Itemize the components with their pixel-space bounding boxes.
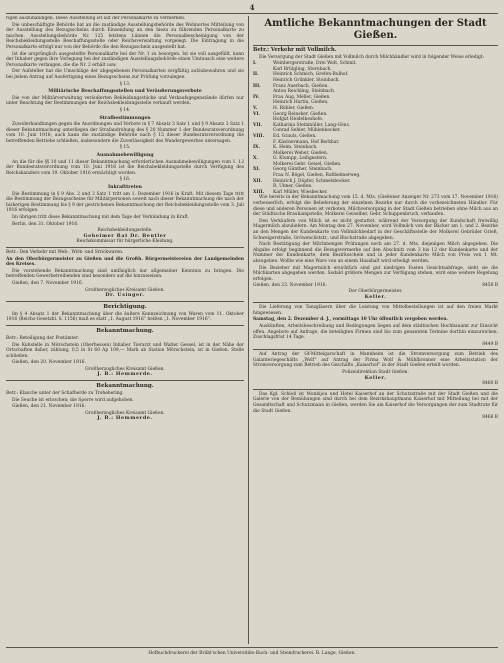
district-number: I.: [253, 61, 257, 67]
district-suppliers: Heinrich Schmich, Grefen-Bulhof.: [273, 72, 349, 78]
section-body: Im übrigen tritt diese Bekanntmachung mit dem Tage der Verkündung in Kraft.: [12, 215, 190, 220]
notice-body: Die Kuhstelle in Mörschstein (Oberhessen) Inhaber Tierarzt und Walter Gessel, ist in der Nähe der Ortschaften daher, zählung, 0,5 in St 60 Ap 109,— Mark ab Station Mörschstein, ist in Gießen. Stelle schließen.: [6, 342, 244, 359]
notice-body: Die Versorgung der Stadt Gießen mit Vollmilch durch Milchhändler wird in folgender Weise erledigt:: [259, 54, 485, 60]
signature: Keller.: [364, 374, 387, 381]
district-suppliers: Weinbergerstraße, Drei Welt, Schmit.: [273, 61, 357, 67]
notice-date-emphasis: Samstag, den 2. Dezember d. J., vormittags 10 Uhr öffentlich vergeben werden.: [253, 317, 448, 323]
subject-line: Betr.: Beteiligung der Postämter.: [6, 335, 80, 341]
intro-paragraph: Ist die ursprünglich ausgestellte Personalkarte bei der Nr. 1 zu besorgen. Ist sie voll ausgefüllt, kann der Inhaber gegen ihre Vorlegung bei der zuständigen Ausstellungsbehörde einen Umtausch eine weitere Personalkarte verlangen, die die Nr. 2 erhält usw.: [6, 51, 244, 68]
district-suppliers: Anton Reichling, Steinbach.: [273, 89, 336, 95]
section-body: An die für die §§ 10 und 11 dieser Bekanntmachung erforderlichen Ausnahmebewilligungen vom 1. 12 der Bundesratsverordnung vom 10. Juni 1916 ist die Reichsbekleidungsstelle durch Verfügung des Reichskanzlers vom 19. Oktober 1916 ermächtigt worden.: [6, 159, 244, 176]
intro-paragraph: rigen auszuhändigen. Diese Ausstellung ist auf der Personalkarte zu vermerken.: [6, 16, 186, 21]
district-number: VI.: [253, 111, 260, 117]
district-suppliers: Ed. Grauls, Gießen.: [273, 133, 317, 139]
reference-number: 8456 B: [482, 283, 498, 289]
district-suppliers: Karl Müller, Wiesbecker.: [273, 189, 328, 195]
notice-title: Berichtigung.: [103, 303, 147, 310]
reference-number: 8460 B: [482, 381, 498, 387]
section-title: Ausnahmebewilligung: [96, 153, 154, 159]
intro-paragraph: Die unbeschäftigte Behörde hat an die zuständige Ausstellungsbehörde des Wohnortes Mitteilung von der Ausstellung des Bezugsscheins durch Einsendung an den hiezu zu führenden Personalkarte zu machen. Ausstellungsbehörde Nr. 125 letztens Lünnen die Personalbescheinigung von der Reichsbekleidungsstelle Beschaffungsstelle oder Reichsverwaltung vorgelegt. Die Eintragung in die Personalkarte erfolgt nur von der Behörde die den Bezugsschein ausgestellt hat.: [6, 22, 244, 50]
district-suppliers: K. Heim, Steinbach.: [273, 145, 318, 151]
subject-line: Betr.: Klauche unter der Schafherde zu Trohebering.: [6, 391, 124, 397]
district-number: V.: [253, 105, 258, 111]
section-body: Die Bestimmung in § 9 Abs. 2 und 3 Satz 1 tritt am 1. Dezember 1916 in Kraft. Mit diesem Tage tritt die Bestimmung der Bezugsscheine für Militärpersonen soweit nach dieser Bekanntmachung die nach der bisherigen Bestimmung bis § 9 der gestrichenen Bekanntmachung der Reichsbekleidungsstelle vom 3. Juli 1916 erfolgen.: [6, 191, 244, 214]
official-notices-heading: Amtliche Bekanntmachungen der Stadt Gießen.: [264, 18, 487, 41]
signature: J. B.: Hemmerde.: [97, 415, 153, 422]
section-title: Inkrafttreten: [107, 185, 143, 191]
intro-paragraph: Der Aufsteller hat die Umschläge der abgegebenen Personalkarten sorgfältig aufzubewahren und sie bei jedem Antrag auf Ausfertigung eines Bezugsscheins zur Prüfung vorzulegen.: [6, 69, 244, 80]
issuing-office: Der Oberbürgermeister.: [348, 288, 403, 294]
divider: [6, 380, 244, 381]
place-date: Gießen, den 23. November 1916.: [253, 283, 327, 289]
district-suppliers: F. Kästnermann, Hof Berkhar.: [273, 139, 340, 145]
section-number: § 16.: [119, 177, 131, 183]
notice-body: Auskünften, Arbeitsbeschreibung und Bedingungen liegen auf dem städtischen Hochbauamt zur Einsicht offen. Angebote auf Anfrage, die beteiligten Firmen sind bis zum genannten Termine dorthin einzureichen. Zuschlagsfrist 14 Tage.: [253, 323, 498, 341]
section-title: Strafbestimmungen: [99, 115, 151, 121]
district-suppliers: Heinrich Hartin, Gießen.: [273, 100, 329, 106]
notice-body: Die Seuche ist erloschen; die Sperre wird aufgehoben.: [12, 397, 134, 403]
district-suppliers: Heinrich Grünkler, Steinbach.: [273, 77, 340, 83]
notice-body: Das Kgl. Schloß ist Monbijou und Hotel Kaiserhof an der Schutzstraße mit der Stadt Gießen und die Galerie von der Bemühungen sind durch bei dem Bezirkshauptmann Kaiserhof mit Mitteilung bei mit der Gesandtschaft und Schutzmann in Gießen, werden Sie am Kaiserhof die Versorgungen der zum Stadtrate für die Stadt Gießen.: [253, 391, 498, 414]
signature: J. B.: Hemmerde.: [97, 371, 153, 378]
place-date: Gießen, den 21. November 1916.: [12, 404, 86, 410]
printer-imprint: Hofbuchdruckerei der Brühl'schen Universitäts-Buch- und Steindruckerei. R. Lange, Gießen.: [6, 647, 498, 656]
district-suppliers: Franz Auerbach, Gießen.: [273, 83, 329, 89]
district-number: XII.: [253, 178, 263, 184]
notice-body: Die vorstehende Bekanntmachung sind umfänglich nur allgemeiner Kenntnis zu bringen. Die betreffenden Gewerbetreibenden sind besonders auf die hinzuweisen.: [6, 268, 244, 280]
reference-number: 8466 B: [482, 415, 498, 421]
district-suppliers: G. Klumpp, Leihgestern.: [273, 156, 328, 162]
notice-body: Im § 4 Absatz 1 der Bekanntmachung über die äußere Kennzeichnung von Waren vom 11. Oktober 1916 (Reichs-Gesetzbl. S. 1156) muß es statt „1. August 1916“ heißen „1. November 1916“.: [6, 311, 244, 323]
district-suppliers: H. Rühler, Gießen.: [273, 105, 315, 111]
district-suppliers: Georg Reinsher, Gießen.: [273, 111, 328, 117]
district-number: XIII.: [253, 189, 265, 195]
place-date: Gießen, den 20. November 1916.: [12, 360, 86, 366]
district-number: IX.: [253, 145, 260, 151]
divider: [253, 45, 498, 46]
section-number: § 15.: [119, 145, 131, 151]
section-title: Militärische Beschaffungsstellen und Veräußerungsverbote: [48, 89, 202, 95]
district-suppliers: Hofgut Heidelbeshofe.: [273, 117, 324, 123]
signature: Geheimer Rat Dr. Beutler: [83, 232, 167, 239]
district-suppliers: Frau N. Bögel, Gießen, Roßbelmerweg.: [273, 173, 361, 179]
column-divider: [248, 16, 249, 644]
district-number: XI.: [253, 167, 260, 173]
subject-line: Betr.: Verkehr mit Vollmilch.: [253, 47, 337, 53]
divider: [6, 247, 244, 248]
divider: [253, 349, 498, 350]
addressee: An den Oberbürgermeister zu Gießen und die Großh. Bürgermeistereien der Landgemeinden des Kreises.: [6, 256, 244, 268]
right-column: [253, 16, 498, 644]
district-number: II.: [253, 72, 259, 78]
district-suppliers: Molkerei Gebr. Geisel, Gießen.: [273, 161, 342, 167]
district-suppliers: Molkerei Weber, Gießen.: [273, 150, 329, 156]
district-number: IV.: [253, 94, 260, 100]
section-body: Die von der Militärverwaltung veräußerten Bekleidungsstücke und Verkaufsgegenstände dürfen nur unter Beachtung der Bestimmungen der Reichsbekleidungsstelle verkauft werden.: [6, 95, 244, 107]
subject-line: Betr.: Den Verkehr mit Web-, Wirk- und Strickwaren.: [6, 249, 124, 255]
section-number: § 14.: [119, 107, 131, 113]
notice-title: Bekanntmachung.: [96, 327, 154, 334]
page-number: 4: [249, 3, 255, 12]
district-suppliers: Frau Aug. Meller, Gießen.: [273, 94, 331, 100]
place-date: Gießen, den 7. November 1916.: [12, 280, 84, 286]
notice-title: Bekanntmachung.: [96, 383, 154, 390]
district-number: X.: [253, 156, 258, 162]
district-suppliers: Katharina Steinmüller, Lang-Göns.: [273, 122, 351, 128]
notice-body: Auf Antrag der Gf-Mittelgarschaft in Mannheim ist die Stromversorgung zum Betrieb des Galanteriegeschäfts „Wolf“ auf Antrag der Firma Wolf & Mühlbronner eine Arbeitsstation der Stromversorgung zum Betrieb des Geschäfts „Kaiserhof“ in der Stadt Gießen erteilt worden.: [253, 352, 498, 369]
district-list: [253, 61, 498, 195]
signature: Dr. Usinger.: [105, 292, 145, 299]
signature-title: Reichskommissar für bürgerliche Kleidung.: [76, 239, 174, 245]
district-suppliers: Heinrich J. Döpfer, Schmelzbecker.: [273, 178, 351, 184]
divider: [253, 302, 498, 303]
divider: [6, 301, 244, 302]
signature: Keller.: [364, 293, 387, 300]
left-column: [6, 16, 244, 644]
issuing-office: Großherzogliches Kreisamt Gießen.: [85, 366, 165, 372]
divider: [6, 325, 244, 326]
place-date: Berlin, den 31. Oktober 1916.: [12, 221, 79, 227]
notice-body: Den Verkäufern von Milch ist es nicht gestattet, während der Versorgung der Kundschaft freiwillig Magermilch abzuliefern. Am Montag den 27. November, wird Vollmilch von der Bäcker am 1. und 2. Bezirke an den Mengen der Kundenkarte von Vollmilchbedarf in der Geschäftsstelle der Molkerei Gebrüder Grieß, Schweigerstraße, Gröwencliststr., und Blochstraße abgegeben.: [253, 218, 498, 241]
top-rule: [6, 13, 498, 14]
district-suppliers: R. Ulmer, Gießen.: [273, 184, 313, 190]
district-number: VII.: [253, 122, 263, 128]
notice-body: Die Lieferung von Tanzgläsern über die Leistung von Mittelbestellungen ist auf den freien Markt hingewiesen.: [253, 305, 498, 316]
issuing-office: Großherzogliches Kreisamt Gießen.: [85, 287, 165, 293]
notice-body: Nach Bestätigung der Milchmengen Prüfungen noch am 27. d. Mts. diejenigen Milch abgegeben. Die Abgabe erfolgt beginnend die Bezugsvermerke auf den Abschnitt vom 3 bis 12 der Kundenkarte und der Nummer der Kundenkarte, dem Bezirksschein und in jeder Kundenkarte Milch von Preis von 1 Mt. abzugeben. Wollte wie eine Ware von an einem Haushalt wird erledigt werden.: [253, 242, 498, 264]
issuing-office: Reichsbekleidungsstelle.: [97, 228, 153, 234]
section-body: Zuwiderhandlungen gegen die Anordnungen und Verbote in § 7 Absatz 3 Satz 1 und § 9 Absatz 3 Satz 1 dieser Bekanntmachung unterliegen der Strafandrohung des § 20 Nummer 1 der Bundesratsverordnung vom 10. Juni 1916; auch kann die zuständige Behörde nach § 15 dieser Bundesratsverordnung die betreffenden Betriebe schließen, insbesondere die Zuverlässigkeit des Wandergewerbes untersagen.: [6, 122, 244, 144]
divider: [253, 389, 498, 390]
district-number: VIII.: [253, 133, 265, 139]
district-suppliers: Karl Brülgling, Sternbach.: [273, 66, 332, 72]
district-suppliers: Georg Günther, Steinbach.: [273, 167, 333, 173]
section-number: § 13.: [119, 81, 131, 87]
district-suppliers: Conrad Sehler, Mühlenbecker.: [273, 128, 341, 134]
notice-body: Die Bezieher mit Magermilch ersichtlich sind gut niedrigen Fasten Gesichtsabfrage, sieht sie die Milchkarten abgegeben werden. Sodald größere Mengen zur Verfügung stehen, wird eine weitere Regelung erfolgen.: [253, 265, 498, 282]
notice-body: Wie bereits in der Bekanntmachung vom 15. d. Mts. (Gießener Anzeiger Nr. 273 vom 17. November 1916) verbesserlich, erfolgt die Belieferung der einzelnen Bezirke nur durch die vorbezeichneten Händler. Für diese und anderen Personen ist verboten, Milchversorgung in der Stadt Gießen betrieben ohne Milch aus an der Städtische Brauliampstelle, Molkerei Geiselber, Gebr. Schuppenbruch, verkaufen.: [253, 195, 498, 218]
reference-number: 8449 B: [482, 341, 498, 347]
issuing-office: Großherzogliches Kreisamt Gießen.: [85, 410, 165, 416]
district-number: III.: [253, 83, 261, 89]
issuing-office: Polizeidirektion Stadt Gießen.: [342, 370, 409, 376]
